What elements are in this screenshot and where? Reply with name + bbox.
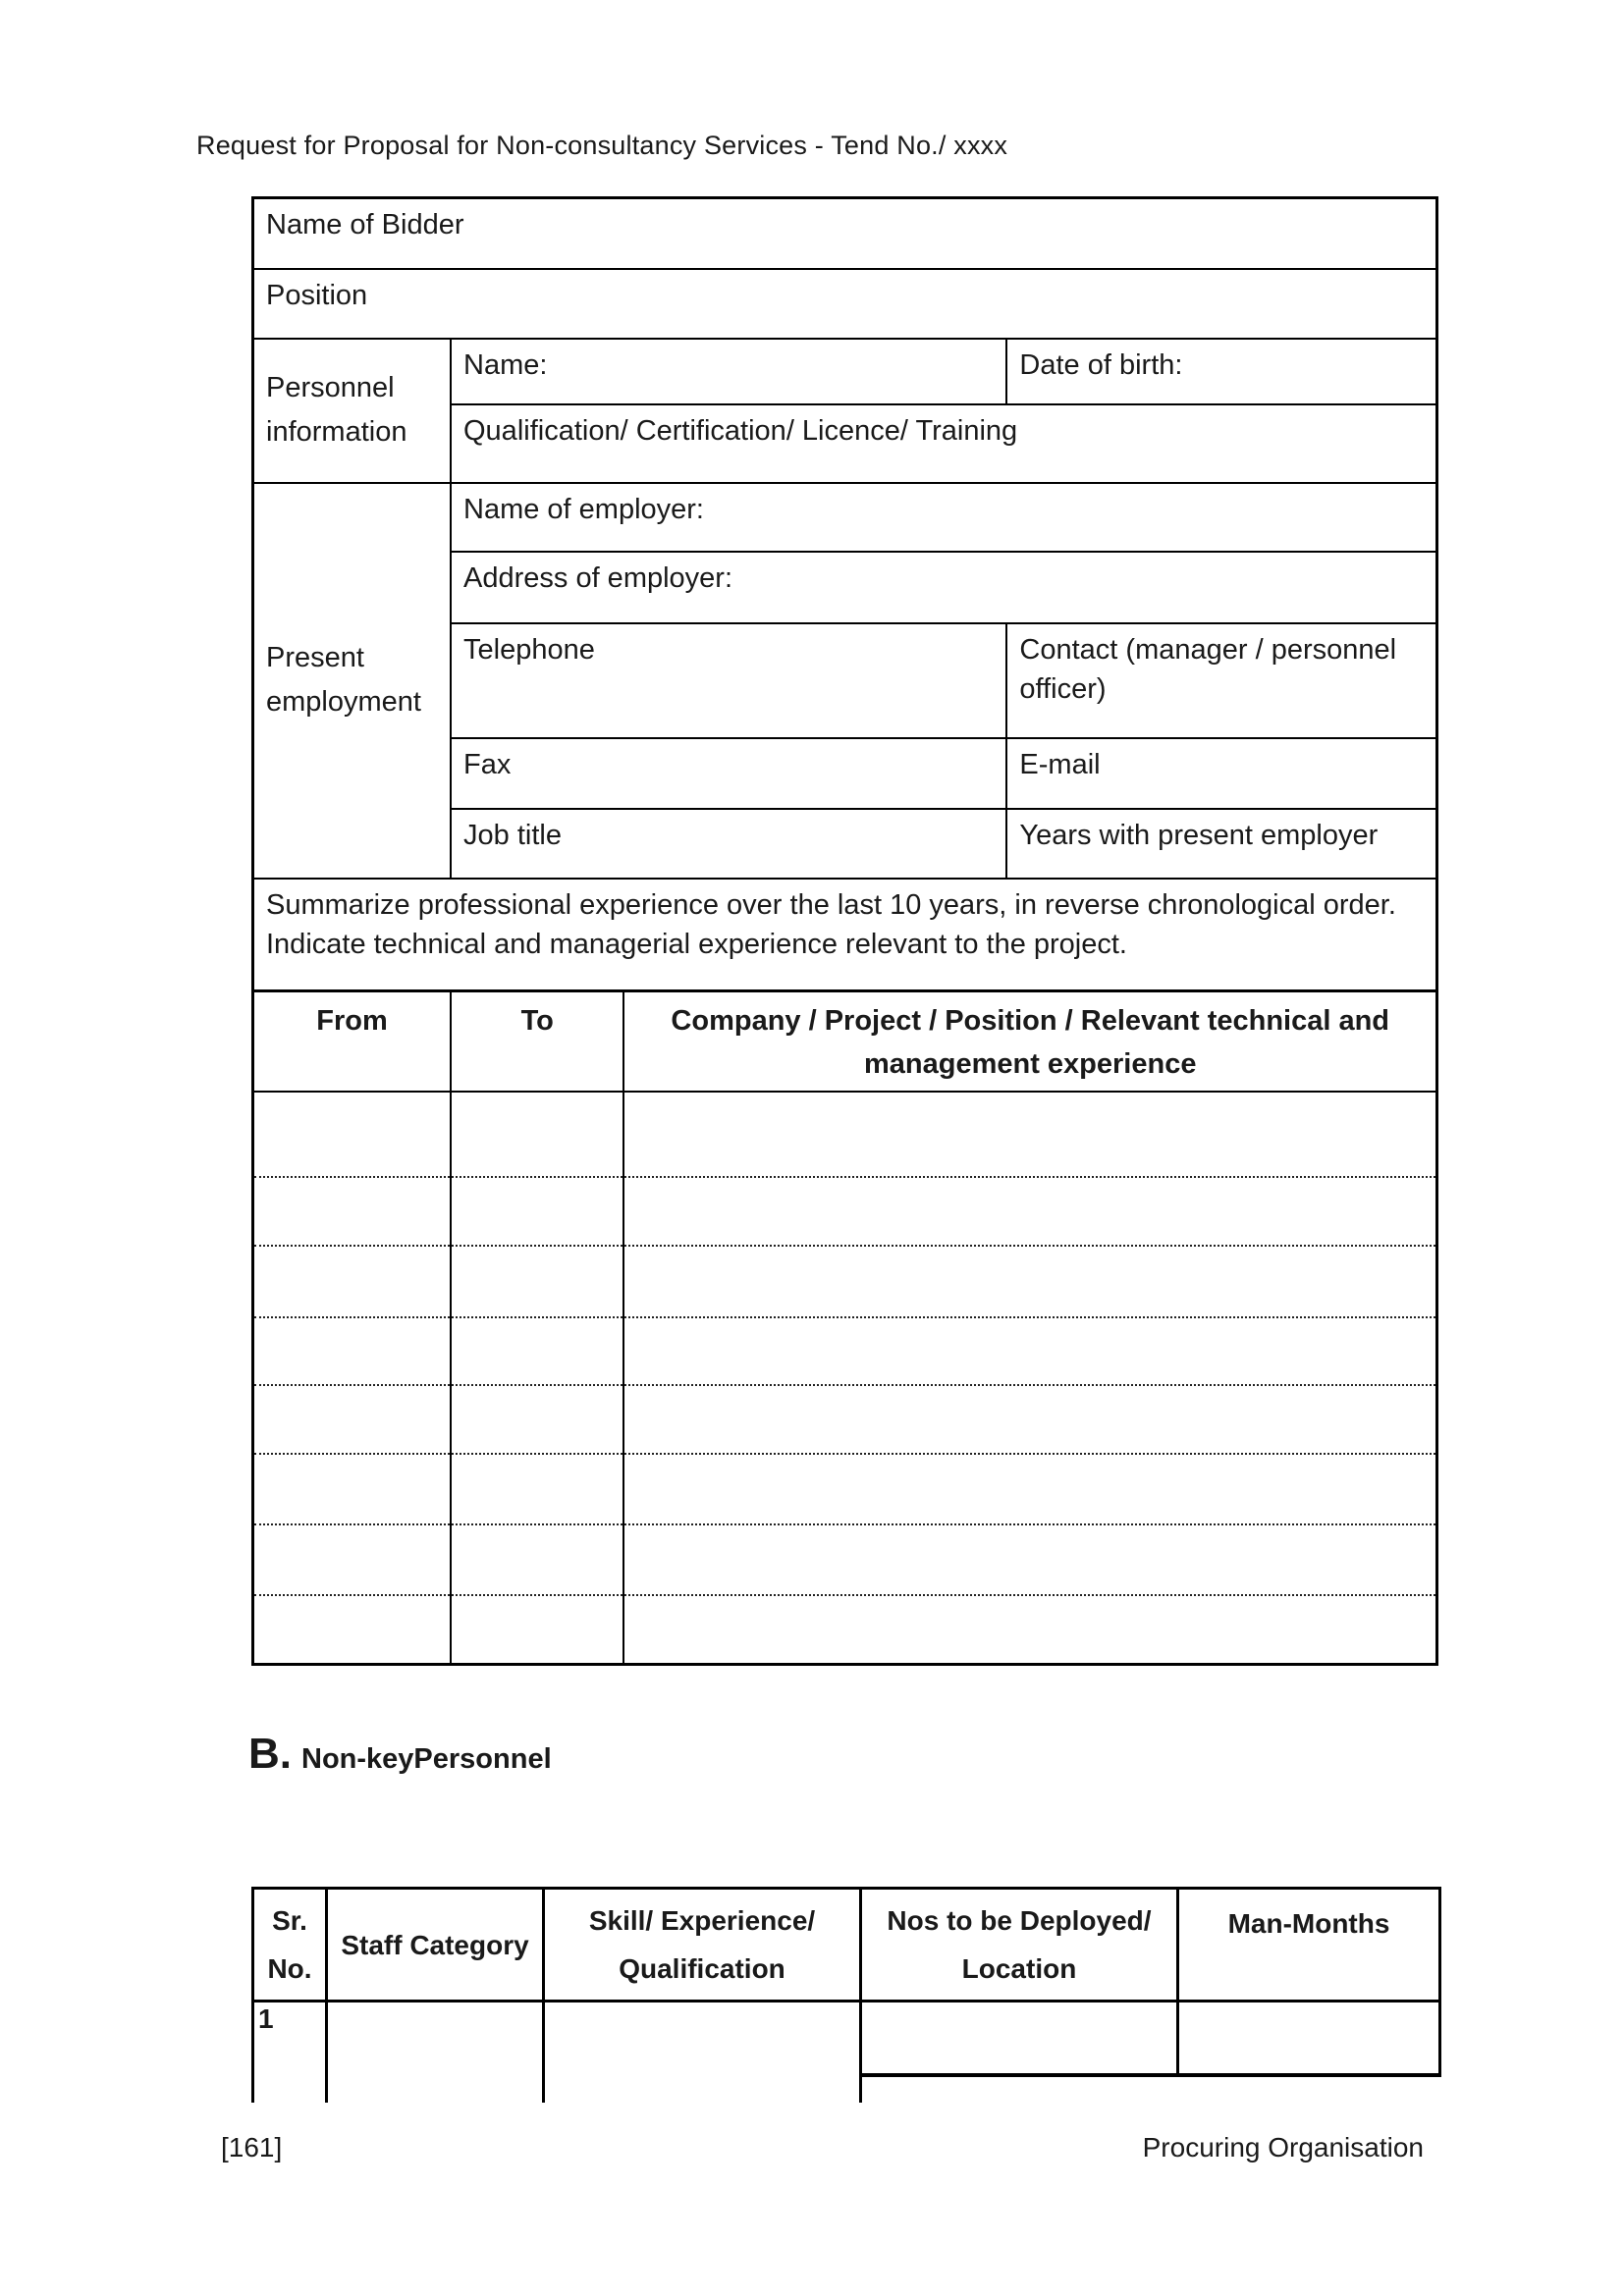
to-cell <box>451 1595 623 1665</box>
staff-category-cell-stub <box>327 2075 544 2103</box>
from-cell <box>253 1524 452 1595</box>
table-row <box>253 339 1437 404</box>
fax-cell: Fax <box>451 738 1006 809</box>
experience-row <box>253 1317 1437 1385</box>
qualification-cell: Qualification/ Certification/ Licence/ Training <box>451 404 1437 483</box>
email-cell: E-mail <box>1006 738 1436 809</box>
experience-row <box>253 1524 1437 1595</box>
summary-instruction-cell: Summarize professional experience over the last 10 years, in reverse chronological order. Indicate technical and managerial experience relevant to the project. <box>253 879 1437 991</box>
experience-row <box>253 1595 1437 1665</box>
from-cell <box>253 1246 452 1317</box>
to-cell <box>451 1454 623 1524</box>
non-key-personnel-table <box>251 1887 1441 2103</box>
company-cell <box>623 1092 1436 1177</box>
from-column-header: From <box>253 991 452 1092</box>
company-cell <box>623 1454 1436 1524</box>
address-of-employer-cell: Address of employer: <box>451 552 1437 623</box>
man-months-column-header: Man-Months <box>1178 1889 1440 2002</box>
page-number: [161] <box>221 2132 283 2163</box>
skill-cell <box>544 2002 861 2075</box>
nos-cell-stub <box>861 2075 1178 2103</box>
man-months-cell-stub <box>1178 2075 1440 2103</box>
personnel-form <box>251 196 1438 1666</box>
personnel-information-cell: Personnel information <box>253 339 452 483</box>
page-cut-row <box>253 2075 1440 2103</box>
nos-column-header: Nos to be Deployed/ Location <box>861 1889 1178 2002</box>
company-cell <box>623 1385 1436 1454</box>
experience-table <box>251 989 1438 1666</box>
non-key-row-1 <box>253 2002 1440 2075</box>
nos-cell <box>861 2002 1178 2075</box>
table-row <box>253 879 1437 991</box>
sr-no-column-header: Sr. No. <box>253 1889 327 2002</box>
table-row <box>253 269 1437 339</box>
contact-cell: Contact (manager / personnel officer) <box>1006 623 1436 738</box>
company-cell <box>623 1524 1436 1595</box>
footer-organisation: Procuring Organisation <box>1142 2132 1424 2163</box>
to-column-header: To <box>451 991 623 1092</box>
experience-row <box>253 1385 1437 1454</box>
non-key-header-row <box>253 1889 1440 2002</box>
from-cell <box>253 1317 452 1385</box>
to-cell <box>451 1524 623 1595</box>
section-b-title: Non-keyPersonnel <box>301 1743 552 1775</box>
staff-category-column-header: Staff Category <box>327 1889 544 2002</box>
name-of-employer-cell: Name of employer: <box>451 483 1437 552</box>
from-cell <box>253 1092 452 1177</box>
experience-row <box>253 1092 1437 1177</box>
company-cell <box>623 1246 1436 1317</box>
experience-row <box>253 1246 1437 1317</box>
page-title: Request for Proposal for Non-consultancy Services - Tend No./ xxxx <box>196 131 1008 160</box>
job-title-cell: Job title <box>451 809 1006 879</box>
sr-no-cell: 1 <box>253 2002 327 2075</box>
to-cell <box>451 1246 623 1317</box>
to-cell <box>451 1385 623 1454</box>
experience-header-row <box>253 991 1437 1092</box>
experience-row <box>253 1177 1437 1246</box>
from-cell <box>253 1454 452 1524</box>
staff-category-cell <box>327 2002 544 2075</box>
from-cell <box>253 1385 452 1454</box>
position-cell: Position <box>253 269 1437 339</box>
bidder-info-table <box>251 196 1438 992</box>
date-of-birth-cell: Date of birth: <box>1006 339 1436 404</box>
skill-column-header: Skill/ Experience/ Qualification <box>544 1889 861 2002</box>
section-b-label: B. <box>248 1730 292 1778</box>
to-cell <box>451 1092 623 1177</box>
table-row <box>253 483 1437 552</box>
company-cell <box>623 1177 1436 1246</box>
telephone-cell: Telephone <box>451 623 1006 738</box>
table-row <box>253 198 1437 269</box>
from-cell <box>253 1595 452 1665</box>
to-cell <box>451 1317 623 1385</box>
section-b-heading <box>248 1730 552 1779</box>
name-of-bidder-cell: Name of Bidder <box>253 198 1437 269</box>
man-months-cell <box>1178 2002 1440 2075</box>
company-column-header: Company / Project / Position / Relevant technical and management experience <box>623 991 1436 1092</box>
company-cell <box>623 1595 1436 1665</box>
from-cell <box>253 1177 452 1246</box>
to-cell <box>451 1177 623 1246</box>
sr-no-cell-stub <box>253 2075 327 2103</box>
name-cell: Name: <box>451 339 1006 404</box>
years-with-employer-cell: Years with present employer <box>1006 809 1436 879</box>
experience-row <box>253 1454 1437 1524</box>
company-cell <box>623 1317 1436 1385</box>
skill-cell-stub <box>544 2075 861 2103</box>
present-employment-cell: Present employment <box>253 483 452 879</box>
